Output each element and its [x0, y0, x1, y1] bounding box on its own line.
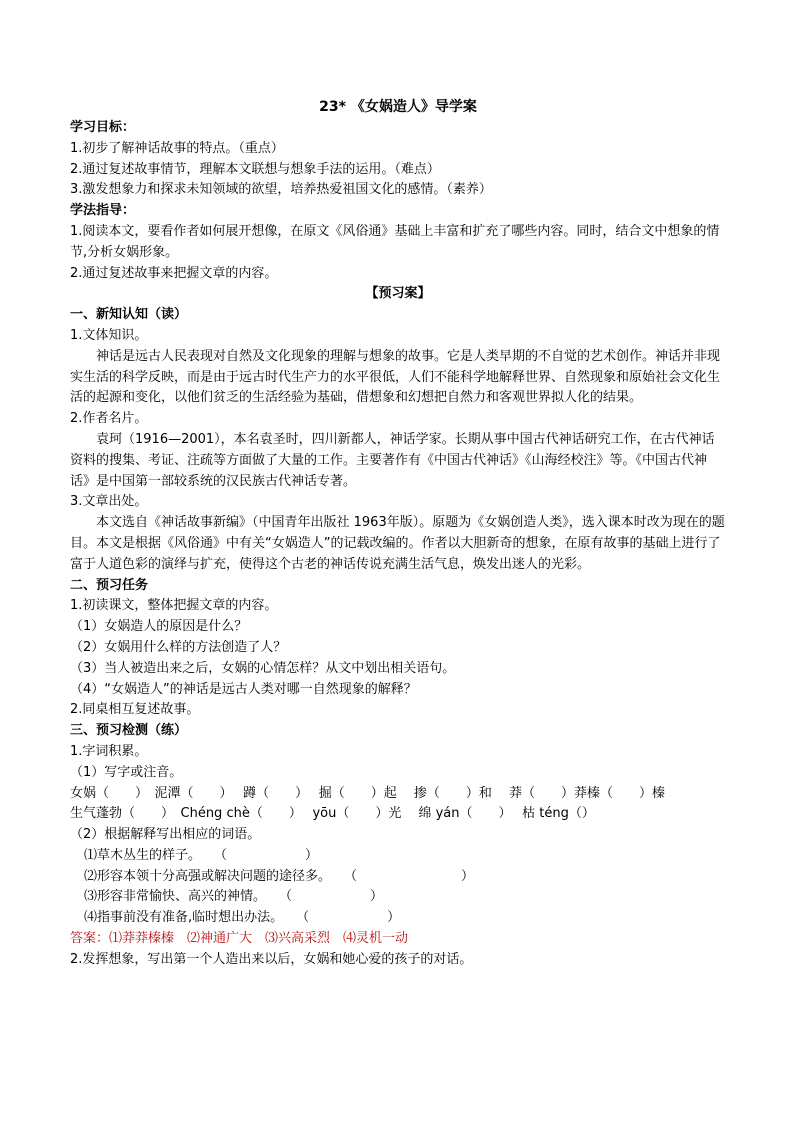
- definition-item: ⑶形容非常愉快、高兴的神情。 （ ）: [84, 889, 384, 905]
- goal-item: 2.通过复述故事情节，理解本文联想与想象手法的运用。（难点）: [70, 161, 440, 177]
- genre-label: 1.文体知识。: [70, 327, 148, 343]
- question-item: （4）“女娲造人”的神话是远古人类对哪一自然现象的解释？: [70, 681, 417, 697]
- pinyin-line-a: 女娲（ ） 泥潭（ ） 蹲（ ） 掘（ ）起 掺（ ）和 莽（ ）莽榛（ ）榛: [70, 785, 666, 801]
- pinyin-line-b: 生气蓬勃（ ） Chéng chè（ ） yōu（ ）光 绵 yán（ ） 枯 téng（）: [70, 806, 595, 822]
- preview-label: 【预习案】: [365, 286, 431, 302]
- vocab-sub2: （2）根据解释写出相应的词语。: [70, 827, 261, 843]
- goals-heading: 学习目标：: [70, 120, 136, 135]
- question-item: （3）当人被造出来之后，女娲的心情怎样？从文中划出相关语句。: [70, 660, 456, 676]
- answer-line: 答案：⑴莽莽榛榛 ⑵神通广大 ⑶兴高采烈 ⑷灵机一动: [70, 931, 409, 947]
- document-page: [70, 96, 726, 971]
- source-label: 3.文章出处。: [70, 494, 148, 510]
- method-item: 1.阅读本文，要看作者如何展开想像，在原文《风俗通》基础上丰富和扩充了哪些内容。同时，结合文中想象的情节,分析女娲形象。: [70, 223, 720, 260]
- section2-heading: 二、预习任务: [70, 577, 149, 593]
- definition-item: ⑷指事前没有准备,临时想出办法。 （ ）: [84, 910, 401, 926]
- goal-item: 1.初步了解神话故事的特点。（重点）: [70, 140, 284, 156]
- method-item: 2.通过复述故事来把握文章的内容。: [70, 265, 278, 281]
- task2: 2.同桌相互复述故事。: [70, 702, 200, 718]
- task1: 1.初读课文，整体把握文章的内容。: [70, 598, 278, 614]
- genre-text: 神话是远古人民表现对自然及文化现象的理解与想象的故事。它是人类早期的不自觉的艺术创作。神话并非现实生活的科学反映，而是由于远古时代生产力的水平很低，人们不能科学地解释世界、自然现象和原始社会文化生活的起源和变化，以他们贫乏的生活经验为基础，借想象和幻想把自然力和客观世界拟人化的结果。: [70, 348, 721, 406]
- section1-heading: 一、新知认知（读）: [70, 307, 188, 323]
- definition-item: ⑵形容本领十分高强或解决问题的途径多。 （ ）: [84, 868, 475, 884]
- vocab-item: 1.字词积累。: [70, 743, 148, 759]
- author-label: 2.作者名片。: [70, 411, 148, 427]
- source-text: 本文选自《神话故事新编》（中国青年出版社 1963年版）。原题为《女娲创造人类》，选入课本时改为现在的题目。本文是根据《风俗通》中有关“女娲造人”的记载改编的。作者以大胆新奇的想象，在原有故事的基础上进行了富于人道色彩的演绎与扩充，使得这个古老的神话传说充满生活气息，焕发出迷人的光彩。: [70, 515, 725, 572]
- question-item: （2）女娲用什么样的方法创造了人？: [70, 639, 287, 655]
- method-heading: 学法指导：: [70, 203, 136, 219]
- section3-heading: 三、预习检测（练）: [70, 723, 188, 739]
- vocab-sub1: （1）写字或注音。: [70, 764, 183, 780]
- goal-item: 3.激发想象力和探求未知领域的欲望，培养热爱祖国文化的感情。（素养）: [70, 182, 492, 198]
- definition-item: ⑴草木丛生的样子。 （ ）: [84, 847, 319, 863]
- author-text: 袁珂（1916—2001），本名袁圣时，四川新都人，神话学家。长期从事中国古代神话研究工作，在古代神话资料的搜集、考证、注疏等方面做了大量的工作。主要著作有《中国古代神话》《山海经校注》等。《中国古代神话》是中国第一部较系统的汉民族古代神话专著。: [70, 431, 715, 489]
- imagination-task: 2.发挥想象，写出第一个人造出来以后，女娲和她心爱的孩子的对话。: [70, 951, 473, 967]
- question-item: （1）女娲造人的原因是什么？: [70, 619, 248, 635]
- page-title: 23* 《女娲造人》导学案: [319, 99, 477, 115]
